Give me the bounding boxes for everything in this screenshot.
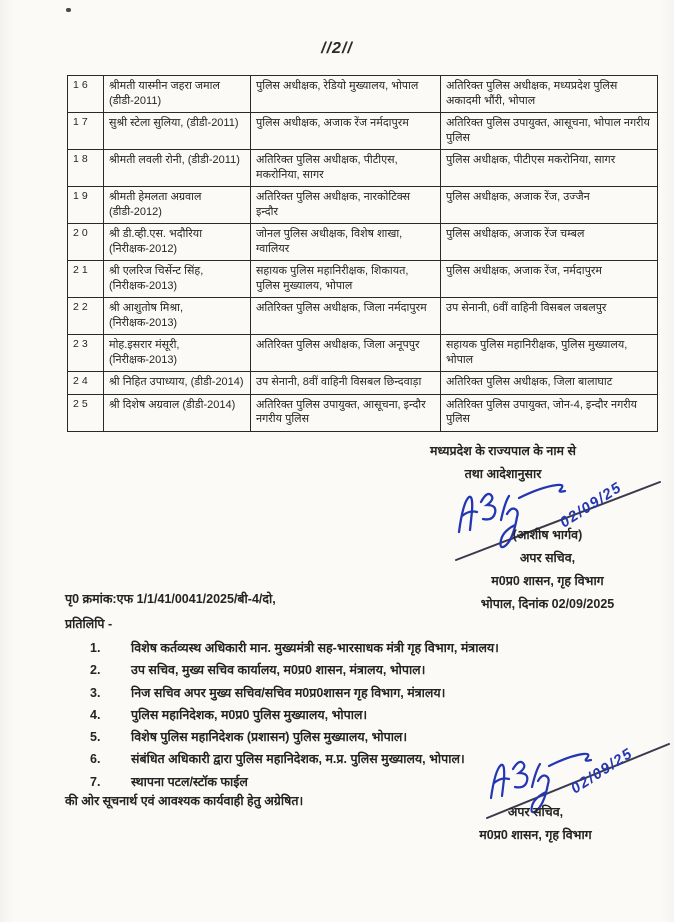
current-posting-cell: पुलिस अधीक्षक, अजाक रेंज नर्मदापुरम xyxy=(251,113,441,150)
footer-designation: अपर सचिव, xyxy=(507,805,564,819)
transfer-table xyxy=(67,75,658,432)
serial-number-cell: 20 xyxy=(68,224,104,261)
footer-department: म0प्र0 शासन, गृह विभाग xyxy=(479,828,592,842)
list-item xyxy=(90,637,630,659)
officer-name-cell: सुश्री स्टेला सुलिया, (डीडी-2011) xyxy=(104,113,251,150)
new-posting-cell: पुलिस अधीक्षक, पीटीएस मकरोनिया, सागर xyxy=(441,150,658,187)
list-item-number: 1. xyxy=(90,641,101,655)
current-posting-cell: अतिरिक्त पुलिस अधीक्षक, नारकोटिक्स इन्दौर xyxy=(251,187,441,224)
table-row xyxy=(68,261,658,298)
signatory-department: म0प्र0 शासन, गृह विभाग xyxy=(491,574,604,588)
list-item-text: विशेष कर्तव्यस्थ अधिकारी मान. मुख्यमंत्री सह-भारसाधक मंत्री गृह विभाग, मंत्रालय। xyxy=(131,641,499,655)
new-posting-cell: अतिरिक्त पुलिस उपायुक्त, आसूचना, भोपाल नगरीय पुलिस xyxy=(441,113,658,150)
list-item-text: विशेष पुलिस महानिदेशक (प्रशासन) पुलिस मुख्यालय, भोपाल। xyxy=(131,730,408,745)
authority-line-1: मध्यप्रदेश के राज्यपाल के नाम से xyxy=(430,444,576,458)
serial-number-cell: 16 xyxy=(68,76,104,113)
forwarding-note: की ओर सूचनार्थ एवं आवश्यक कार्यवाही हेतु अग्रेषित। xyxy=(65,794,304,808)
officer-name-cell: श्रीमती लवली रोनी, (डीडी-2011) xyxy=(104,150,251,187)
list-item-text: उप सचिव, मुख्य सचिव कार्यालय, म0प्र0 शासन, मंत्रालय, भोपाल। xyxy=(131,663,426,678)
new-posting-cell: अतिरिक्त पुलिस अधीक्षक, मध्यप्रदेश पुलिस अकादमी भौंरी, भोपाल xyxy=(441,76,658,113)
officer-name-cell: श्री निहित उपाध्याय, (डीडी-2014) xyxy=(104,372,251,395)
list-item-number: 7. xyxy=(90,774,101,789)
serial-number-cell: 23 xyxy=(68,335,104,372)
list-item-number: 3. xyxy=(90,685,101,700)
svg-text:02/09/25: 02/09/25 xyxy=(567,744,637,798)
scan-artifact-dot xyxy=(66,8,71,12)
new-posting-cell: अतिरिक्त पुलिस अधीक्षक, जिला बालाघाट xyxy=(441,372,658,395)
current-posting-cell: अतिरिक्त पुलिस उपायुक्त, आसूचना, इन्दौर नगरीय पुलिस xyxy=(251,394,441,431)
current-posting-cell: पुलिस अधीक्षक, रेडियो मुख्यालय, भोपाल xyxy=(251,76,441,113)
list-item-text: पुलिस महानिदेशक, म0प्र0 पुलिस मुख्यालय, भोपाल। xyxy=(131,707,368,722)
officer-name-cell: श्री डी.व्ही.एस. भदौरिया (निरीक्षक-2012) xyxy=(104,224,251,261)
table-row xyxy=(68,187,658,224)
signatory-name: (आशीष भार्गव) xyxy=(512,528,583,542)
list-item xyxy=(90,659,630,681)
table-row xyxy=(68,298,658,335)
officer-name-cell: श्री आशुतोष मिश्रा, (निरीक्षक-2013) xyxy=(104,298,251,335)
current-posting-cell: सहायक पुलिस महानिरीक्षक, शिकायत, पुलिस मुख्यालय, भोपाल xyxy=(251,261,441,298)
table-row xyxy=(68,76,658,113)
current-posting-cell: अतिरिक्त पुलिस अधीक्षक, जिला नर्मदापुरम xyxy=(251,298,441,335)
current-posting-cell: अतिरिक्त पुलिस अधीक्षक, जिला अनूपपुर xyxy=(251,335,441,372)
serial-number-cell: 17 xyxy=(68,113,104,150)
list-item-number: 6. xyxy=(90,752,101,767)
list-item xyxy=(90,682,630,704)
table-row xyxy=(68,224,658,261)
new-posting-cell: पुलिस अधीक्षक, अजाक रेंज, नर्मदापुरम xyxy=(441,261,658,298)
table-row xyxy=(68,335,658,372)
list-item xyxy=(90,704,630,726)
serial-number-cell: 24 xyxy=(68,372,104,395)
new-posting-cell: सहायक पुलिस महानिरीक्षक, पुलिस मुख्यालय, भोपाल xyxy=(441,335,658,372)
endorsement-reference: पृ0 क्रमांक:एफ 1/1/41/0041/2025/बी-4/दो, xyxy=(65,592,276,606)
serial-number-cell: 18 xyxy=(68,150,104,187)
current-posting-cell: अतिरिक्त पुलिस अधीक्षक, पीटीएस, मकरोनिया, सागर xyxy=(251,150,441,187)
authority-line-2: तथा आदेशानुसार xyxy=(464,467,542,481)
table-row xyxy=(68,113,658,150)
place-and-date: भोपाल, दिनांक 02/09/2025 xyxy=(480,597,615,611)
signatory-designation: अपर सचिव, xyxy=(519,551,576,565)
new-posting-cell: अतिरिक्त पुलिस उपायुक्त, जोन-4, इन्दौर नगरीय पुलिस xyxy=(441,394,658,431)
serial-number-cell: 21 xyxy=(68,261,104,298)
officer-name-cell: श्रीमती यास्मीन जहरा जमाल (डीडी-2011) xyxy=(104,76,251,113)
table-row xyxy=(68,372,658,395)
current-posting-cell: जोनल पुलिस अधीक्षक, विशेष शाखा, ग्वालियर xyxy=(251,224,441,261)
list-item-text: स्थापना पटल/स्टॉक फाईल xyxy=(131,774,248,789)
serial-number-cell: 22 xyxy=(68,298,104,335)
table-row xyxy=(68,150,658,187)
officer-name-cell: श्री दिशेष अग्रवाल (डीडी-2014) xyxy=(104,394,251,431)
new-posting-cell: उप सेनानी, 6वीं वाहिनी विसबल जबलपुर xyxy=(441,298,658,335)
copy-to-label: प्रतिलिपि - xyxy=(65,617,113,631)
page-number: //2// xyxy=(321,40,353,57)
signatory-block xyxy=(425,524,670,616)
officer-name-cell: मोह.इसरार मंसूरी, (निरीक्षक-2013) xyxy=(104,335,251,372)
list-item-number: 4. xyxy=(90,707,101,722)
footer-signatory-block xyxy=(443,801,628,847)
officer-name-cell: श्री एलरिज चिर्सेन्ट सिंह, (निरीक्षक-2013) xyxy=(104,261,251,298)
list-item-text: संबंधित अधिकारी द्वारा पुलिस महानिदेशक, म.प्र. पुलिस मुख्यालय, भोपाल। xyxy=(131,752,465,767)
svg-text:02/09/25: 02/09/25 xyxy=(556,478,626,532)
list-item-text: निज सचिव अपर मुख्य सचिव/सचिव म0प्र0शासन गृह विभाग, मंत्रालय। xyxy=(131,685,446,700)
serial-number-cell: 19 xyxy=(68,187,104,224)
handwritten-date xyxy=(568,745,636,798)
list-item-number: 2. xyxy=(90,663,101,678)
serial-number-cell: 25 xyxy=(68,394,104,431)
table-row xyxy=(68,394,658,431)
new-posting-cell: पुलिस अधीक्षक, अजाक रेंज, उज्जैन xyxy=(441,187,658,224)
officer-name-cell: श्रीमती हेमलता अग्रवाल (डीडी-2012) xyxy=(104,187,251,224)
current-posting-cell: उप सेनानी, 8वीं वाहिनी विसबल छिन्दवाड़ा xyxy=(251,372,441,395)
new-posting-cell: पुलिस अधीक्षक, अजाक रेंज चम्बल xyxy=(441,224,658,261)
list-item-number: 5. xyxy=(90,730,101,745)
